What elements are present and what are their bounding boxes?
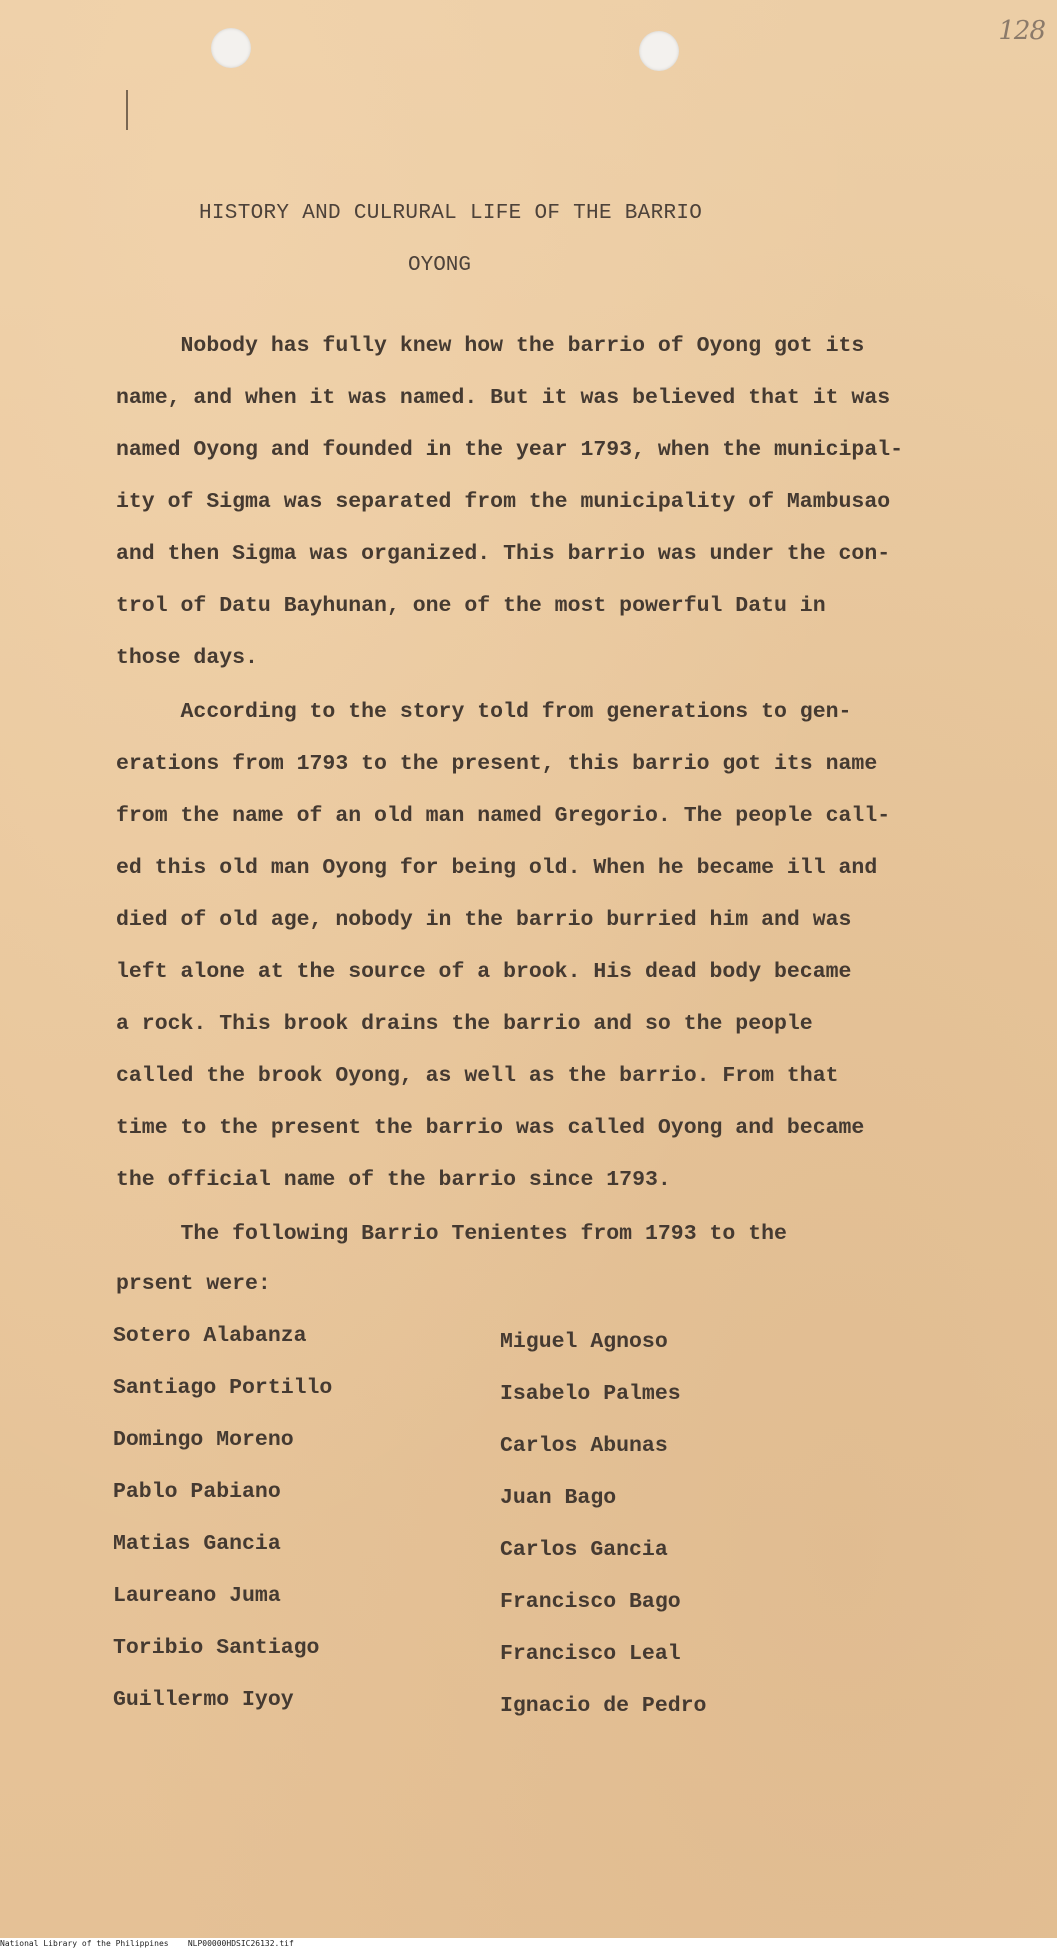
teniente-name: Guillermo Iyoy xyxy=(113,1688,294,1712)
teniente-name: Carlos Abunas xyxy=(500,1434,668,1458)
paragraph3-line: The following Barrio Tenientes from 1793 to the xyxy=(116,1222,787,1246)
paragraph1-line: ity of Sigma was separated from the municipality of Mambusao xyxy=(116,490,891,514)
teniente-name: Matias Gancia xyxy=(113,1532,281,1556)
document-title: HISTORY AND CULRURAL LIFE OF THE BARRIO xyxy=(199,202,703,225)
teniente-name: Francisco Bago xyxy=(500,1590,681,1614)
paragraph2-line: left alone at the source of a brook. His dead body became xyxy=(116,960,852,984)
punch-hole-left xyxy=(211,28,251,68)
paragraph1-line: name, and when it was named. But it was believed that it was xyxy=(116,386,891,410)
paragraph2-line: the official name of the barrio since 1793. xyxy=(116,1168,671,1192)
paragraph2-line: from the name of an old man named Gregorio. The people call- xyxy=(116,804,891,828)
punch-hole-right xyxy=(639,31,679,71)
document-subtitle: OYONG xyxy=(408,254,472,277)
page-number: 128 xyxy=(998,16,1045,46)
paragraph2-line: called the brook Oyong, as well as the barrio. From that xyxy=(116,1064,839,1088)
teniente-name: Pablo Pabiano xyxy=(113,1480,281,1504)
paragraph2-line: According to the story told from generations to gen- xyxy=(116,700,852,724)
scan-footer: National Library of the Philippines NLP00000HDSIC26132.tif xyxy=(0,1938,1057,1950)
teniente-name: Juan Bago xyxy=(500,1486,617,1510)
teniente-name: Domingo Moreno xyxy=(113,1428,294,1452)
teniente-name: Carlos Gancia xyxy=(500,1538,668,1562)
paragraph2-line: time to the present the barrio was called Oyong and became xyxy=(116,1116,865,1140)
paragraph1-line: trol of Datu Bayhunan, one of the most powerful Datu in xyxy=(116,594,826,618)
teniente-name: Ignacio de Pedro xyxy=(500,1694,707,1718)
teniente-name: Santiago Portillo xyxy=(113,1376,333,1400)
teniente-name: Sotero Alabanza xyxy=(113,1324,307,1348)
teniente-name: Miguel Agnoso xyxy=(500,1330,668,1354)
paragraph1-line: Nobody has fully knew how the barrio of Oyong got its xyxy=(116,334,865,358)
paragraph2-line: ed this old man Oyong for being old. When he became ill and xyxy=(116,856,878,880)
margin-mark xyxy=(126,90,128,130)
teniente-name: Francisco Leal xyxy=(500,1642,681,1666)
paragraph2-line: died of old age, nobody in the barrio burried him and was xyxy=(116,908,852,932)
paragraph1-line: and then Sigma was organized. This barrio was under the con- xyxy=(116,542,891,566)
paragraph1-line: those days. xyxy=(116,646,258,670)
teniente-name: Toribio Santiago xyxy=(113,1636,320,1660)
teniente-name: Isabelo Palmes xyxy=(500,1382,681,1406)
teniente-name: Laureano Juma xyxy=(113,1584,281,1608)
paragraph3-line: prsent were: xyxy=(116,1272,271,1296)
paragraph2-line: a rock. This brook drains the barrio and so the people xyxy=(116,1012,813,1036)
paragraph1-line: named Oyong and founded in the year 1793, when the municipal- xyxy=(116,438,904,462)
paragraph2-line: erations from 1793 to the present, this barrio got its name xyxy=(116,752,878,776)
